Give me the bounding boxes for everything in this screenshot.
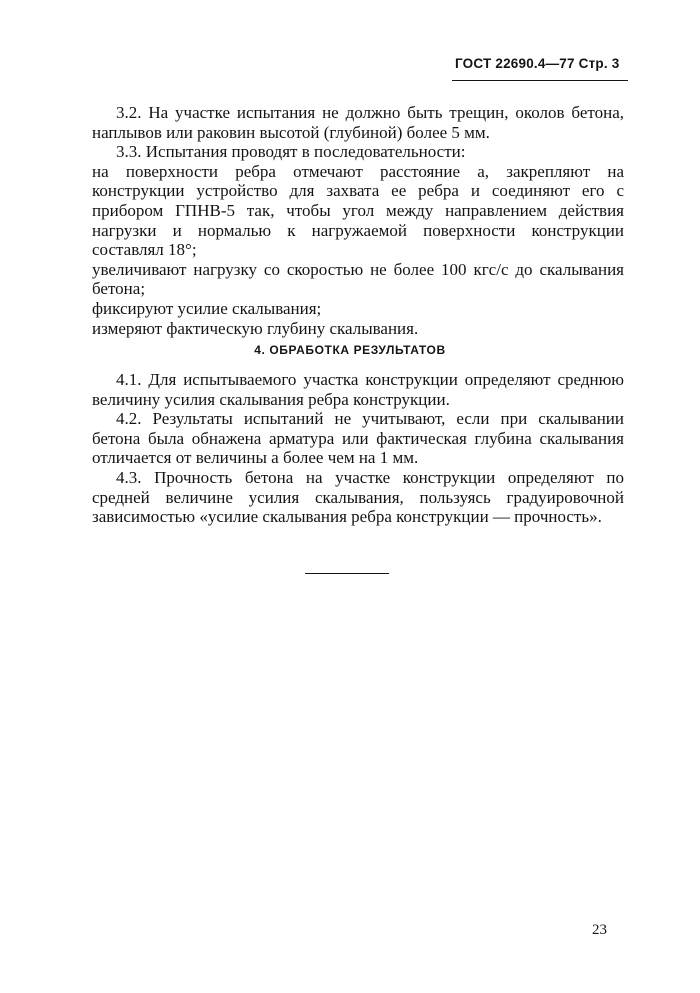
page-header: ГОСТ 22690.4—77 Стр. 3 <box>455 56 620 71</box>
end-divider <box>305 573 389 574</box>
paragraph-4-1: 4.1. Для испытываемого участка конструкции определяют среднюю величину усилия скалывания ребра конструкции. <box>92 370 624 409</box>
section-4-text <box>92 370 624 527</box>
paragraph-3-2: 3.2. На участке испытания не должно быть трещин, околов бетона, наплывов или раковин высотой (глубиной) более 5 мм. <box>92 103 624 142</box>
paragraph-4-3: 4.3. Прочность бетона на участке конструкции определяют по средней величине усилия скалывания, пользуясь градуировочной зависимостью «усилие скалывания ребра конструкции — прочность». <box>92 467 624 527</box>
procedure-step-mark: на поверхности ребра отмечают расстояние а, закрепляют на конструкции устройство для захвата ее ребра и соединяют его с прибором ГПНВ-5 так, чтобы угол между направлением действия нагрузки и нормалью к нагружаемой поверхности конструкции составлял 18°; <box>92 161 624 260</box>
section-3-text <box>92 103 624 338</box>
section-4-heading: 4. ОБРАБОТКА РЕЗУЛЬТАТОВ <box>254 343 446 357</box>
procedure-step-load: увеличивают нагрузку со скоростью не более 100 кгс/с до скалывания бетона; <box>92 259 624 299</box>
header-divider <box>452 80 628 81</box>
page-number: 23 <box>592 922 607 938</box>
procedure-step-measure: измеряют фактическую глубину скалывания. <box>92 318 419 338</box>
paragraph-3-3: 3.3. Испытания проводят в последовательности: <box>116 142 466 162</box>
paragraph-4-2: 4.2. Результаты испытаний не учитывают, если при скалывании бетона была обнажена арматура или фактическая глубина скалывания отличается от величины а более чем на 1 мм. <box>92 409 624 468</box>
procedure-step-fix: фиксируют усилие скалывания; <box>92 298 322 318</box>
